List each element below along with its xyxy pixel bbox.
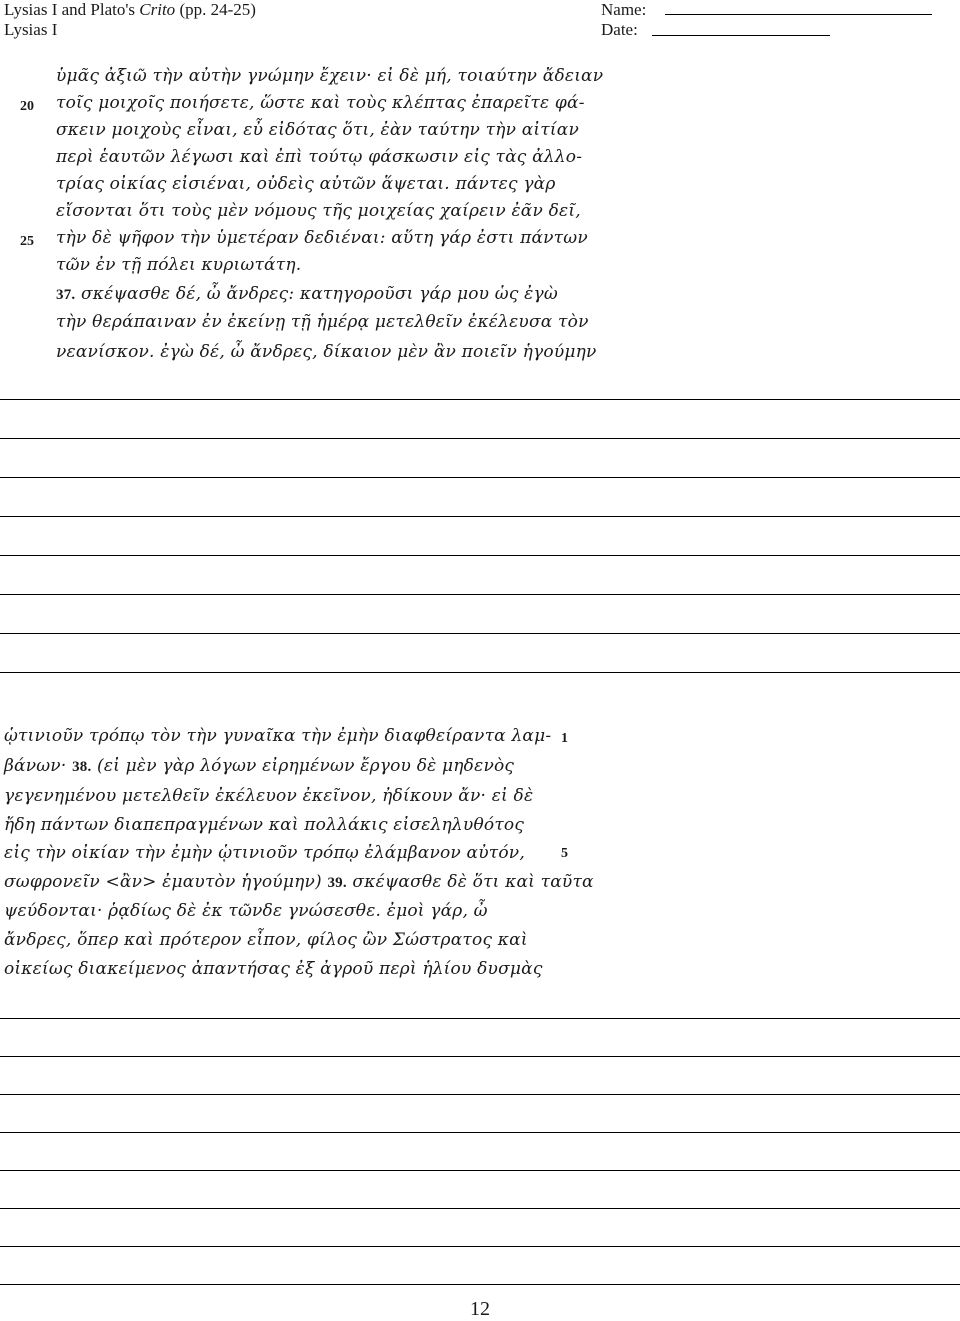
passage2-line: ᾡτινιοῦν τρόπῳ τὸν τὴν γυναῖκα τὴν ἐμὴν διαφθείραντα λαμ- — [4, 726, 552, 746]
passage2-line: ἄνδρες, ὅπερ καὶ πρότερον εἶπον, φίλος ὢν Σώστρατος καὶ — [4, 930, 528, 950]
writing-line — [0, 399, 960, 400]
line-number-1: 1 — [561, 731, 568, 746]
date-field[interactable] — [652, 35, 830, 36]
writing-line — [0, 555, 960, 556]
passage1-line: σκειν μοιχοὺς εἶναι, εὖ εἰδότας ὅτι, ἐὰν ταύτην τὴν αἰτίαν — [56, 120, 579, 140]
passage1-line: εἴσονται ὅτι τοὺς μὲν νόμους τῆς μοιχείας χαίρειν ἐᾶν δεῖ, — [56, 201, 581, 221]
writing-line — [0, 1284, 960, 1285]
title-suffix: (pp. 24-25) — [175, 0, 256, 19]
document-subtitle: Lysias I — [4, 20, 58, 39]
passage2-line: οἰκείως διακείμενος ἀπαντήσας ἐξ ἀγροῦ περὶ ἡλίου δυσμὰς — [4, 959, 543, 979]
passage1-line: τρίας οἰκίας εἰσιέναι, οὐδεὶς αὐτῶν ἅψεται. πάντες γὰρ — [56, 174, 556, 194]
passage2-line-text: (εἰ μὲν γὰρ λόγων εἰρημένων ἔργου δὲ μηδενὸς — [91, 756, 515, 776]
page-number: 12 — [470, 1298, 490, 1320]
writing-line — [0, 1018, 960, 1019]
passage1-line — [56, 284, 558, 304]
line-number-20: 20 — [20, 99, 34, 114]
writing-line — [0, 477, 960, 478]
writing-line — [0, 516, 960, 517]
name-label: Name: — [601, 0, 647, 19]
section-number-39: 39. — [327, 875, 347, 891]
writing-line — [0, 1246, 960, 1247]
passage2-line: εἰς τὴν οἰκίαν τὴν ἐμὴν ᾡτινιοῦν τρόπῳ ἐλάμβανον αὐτόν, — [4, 843, 525, 863]
line-number-5: 5 — [561, 846, 568, 861]
passage1-line: τὴν θεράπαιναν ἐν ἐκείνῃ τῇ ἡμέρᾳ μετελθεῖν ἐκέλευσα τὸν — [56, 312, 589, 332]
passage1-line: περὶ ἑαυτῶν λέγωσι καὶ ἐπὶ τούτῳ φάσκωσιν εἰς τὰς ἀλλο- — [56, 147, 583, 167]
title-prefix: Lysias I and Plato's — [4, 0, 140, 19]
writing-line — [0, 672, 960, 673]
section-number-38: 38. — [72, 759, 92, 775]
passage2-line — [4, 872, 594, 892]
writing-line — [0, 1056, 960, 1057]
date-label: Date: — [601, 20, 638, 39]
writing-line — [0, 1132, 960, 1133]
writing-line — [0, 633, 960, 634]
passage2-line — [4, 756, 514, 776]
passage2-line-text: βάνων· — [4, 756, 73, 776]
passage2-line-text: σωφρονεῖν <ἂν> ἐμαυτὸν ἡγούμην) — [4, 872, 328, 892]
name-field[interactable] — [665, 14, 932, 15]
passage2-line: γεγενημένου μετελθεῖν ἐκέλευον ἐκεῖνον, ἠδίκουν ἄν· εἰ δὲ — [4, 786, 534, 806]
writing-line — [0, 1208, 960, 1209]
document-title — [4, 0, 256, 20]
writing-line — [0, 438, 960, 439]
passage1-line: ὑμᾶς ἀξιῶ τὴν αὐτὴν γνώμην ἔχειν· εἰ δὲ μή, τοιαύτην ἄδειαν — [56, 66, 604, 86]
passage2-line-text: σκέψασθε δὲ ὅτι καὶ ταῦτα — [346, 872, 594, 892]
passage2-line: ἤδη πάντων διαπεπραγμένων καὶ πολλάκις εἰσεληλυθότος — [4, 815, 525, 835]
passage1-line: τοῖς μοιχοῖς ποιήσετε, ὥστε καὶ τοὺς κλέπτας ἐπαρεῖτε φά- — [56, 93, 585, 113]
line-number-25: 25 — [20, 234, 34, 249]
writing-line — [0, 594, 960, 595]
passage1-line: τὴν δὲ ψῆφον τὴν ὑμετέραν δεδιέναι: αὕτη γάρ ἐστι πάντων — [56, 228, 588, 248]
writing-line — [0, 1094, 960, 1095]
title-italic: Crito — [139, 0, 176, 19]
passage1-line: νεανίσκον. ἐγὼ δέ, ὦ ἄνδρες, δίκαιον μὲν ἂν ποιεῖν ἡγούμην — [56, 342, 597, 362]
passage1-line-text: σκέψασθε δέ, ὦ ἄνδρες: κατηγοροῦσι γάρ μου ὡς ἐγὼ — [80, 284, 558, 304]
passage1-line: τῶν ἐν τῇ πόλει κυριωτάτη. — [56, 255, 302, 275]
section-number-37: 37. — [56, 287, 76, 303]
passage2-line: ψεύδονται· ῥᾳδίως δὲ ἐκ τῶνδε γνώσεσθε. ἐμοὶ γάρ, ὦ — [4, 901, 488, 921]
writing-line — [0, 1170, 960, 1171]
